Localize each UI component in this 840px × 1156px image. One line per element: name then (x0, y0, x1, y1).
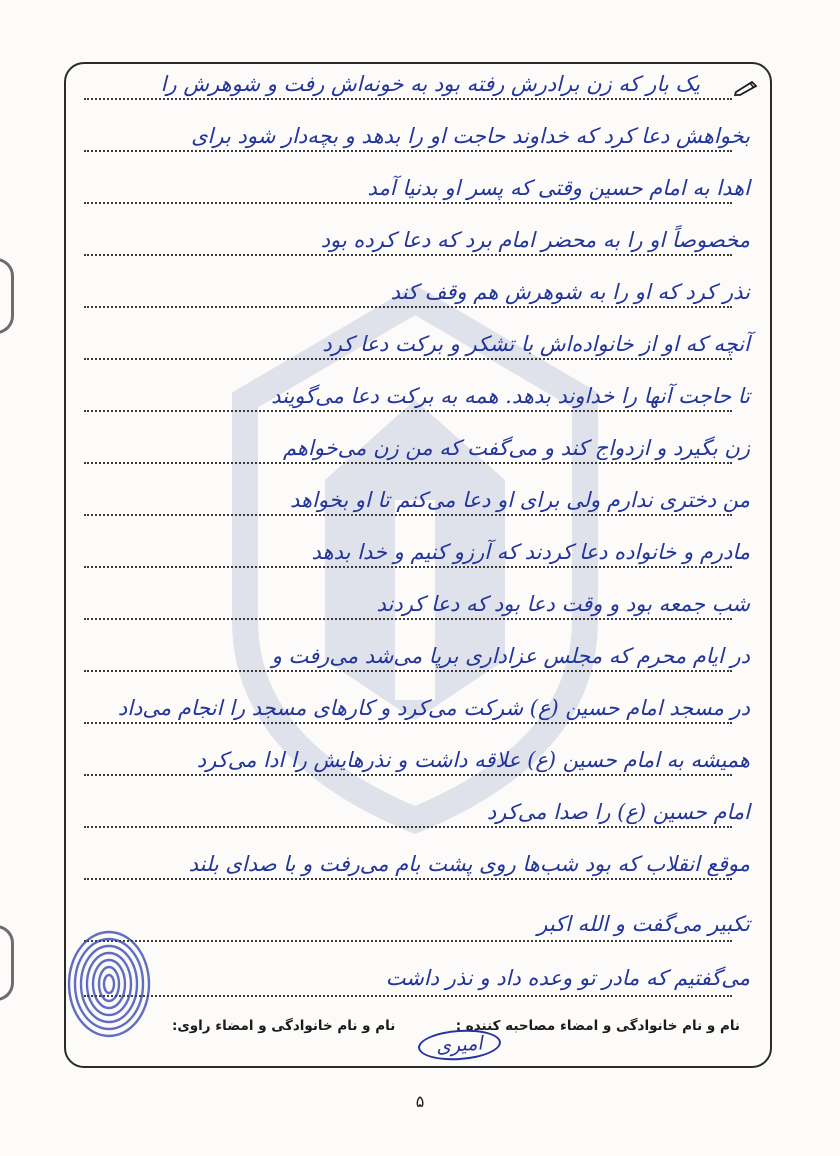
handwritten-line: مخصوصاً او را به محضر امام برد که دعا کرده بود (320, 228, 750, 252)
ruled-line (84, 150, 732, 152)
ruled-line (84, 618, 732, 620)
ruled-line (84, 566, 732, 568)
ruled-line (84, 98, 732, 100)
page-number: ۵ (415, 1092, 425, 1111)
binding-ring (0, 258, 14, 334)
handwritten-line: اهدا به امام حسین وقتی که پسر او بدنیا آمد (367, 176, 750, 200)
fingerprint-icon (66, 928, 152, 1040)
ruled-line (84, 306, 732, 308)
handwritten-line: امام حسین (ع) را صدا می‌کرد (486, 800, 750, 824)
ruled-line (84, 358, 732, 360)
handwritten-line: تکبیر می‌گفت و الله اکبر (537, 912, 750, 936)
handwritten-line: مادرم و خانواده دعا کردند که آرزو کنیم و خدا بدهد (311, 540, 750, 564)
ruled-line (84, 722, 732, 724)
handwritten-line: آنچه که او از خانواده‌اش با تشکر و برکت دعا کرد (322, 332, 750, 356)
handwritten-signature: امیری (417, 1027, 501, 1063)
handwritten-line: در مسجد امام حسین (ع) شرکت می‌کرد و کارهای مسجد را انجام می‌داد (117, 696, 750, 720)
handwritten-line: موقع انقلاب که بود شب‌ها روی پشت بام می‌رفت و با صدای بلند (188, 852, 750, 876)
handwritten-line: یک بار که زن برادرش رفته بود به خونه‌اش رفت و شوهرش را (160, 72, 700, 96)
handwritten-line: می‌گفتیم که مادر تو وعده داد و نذر داشت (385, 966, 750, 990)
handwritten-line: شب جمعه بود و وقت دعا بود که دعا کردند (376, 592, 750, 616)
handwritten-line: تا حاجت آنها را خداوند بدهد. همه به برکت دعا می‌گویند (271, 384, 750, 408)
narrator-signature-label: نام و نام خانوادگی و امضاء راوی: (172, 1018, 396, 1034)
ruled-line (84, 410, 732, 412)
interviewer-signature-label: نام و نام خانوادگی و امضاء مصاحبه کننده : (455, 1018, 740, 1034)
ruled-line (84, 878, 732, 880)
ruled-line (84, 940, 732, 942)
ruled-line (84, 514, 732, 516)
ruled-line (84, 995, 732, 997)
ruled-line (84, 254, 732, 256)
handwritten-line: بخواهش دعا کرد که خداوند حاجت او را بدهد و بچه‌دار شود برای (191, 124, 750, 148)
handwritten-line: نذر کرد که او را به شوهرش هم وقف کند (390, 280, 750, 304)
handwritten-line: من دختری ندارم ولی برای او دعا می‌کنم تا او بخواهد (290, 488, 750, 512)
handwritten-line: همیشه به امام حسین (ع) علاقه داشت و نذرهایش را ادا می‌کرد (196, 748, 750, 772)
ruled-line (84, 202, 732, 204)
ruled-line (84, 774, 732, 776)
pencil-icon (734, 80, 758, 96)
ruled-line (84, 670, 732, 672)
handwritten-line: زن بگیرد و ازدواج کند و می‌گفت که من زن می‌خواهم (282, 436, 750, 460)
handwritten-line: در ایام محرم که مجلس عزاداری برپا می‌شد می‌رفت و (271, 644, 750, 668)
binding-ring (0, 925, 14, 1001)
ruled-line (84, 826, 732, 828)
ruled-line (84, 462, 732, 464)
